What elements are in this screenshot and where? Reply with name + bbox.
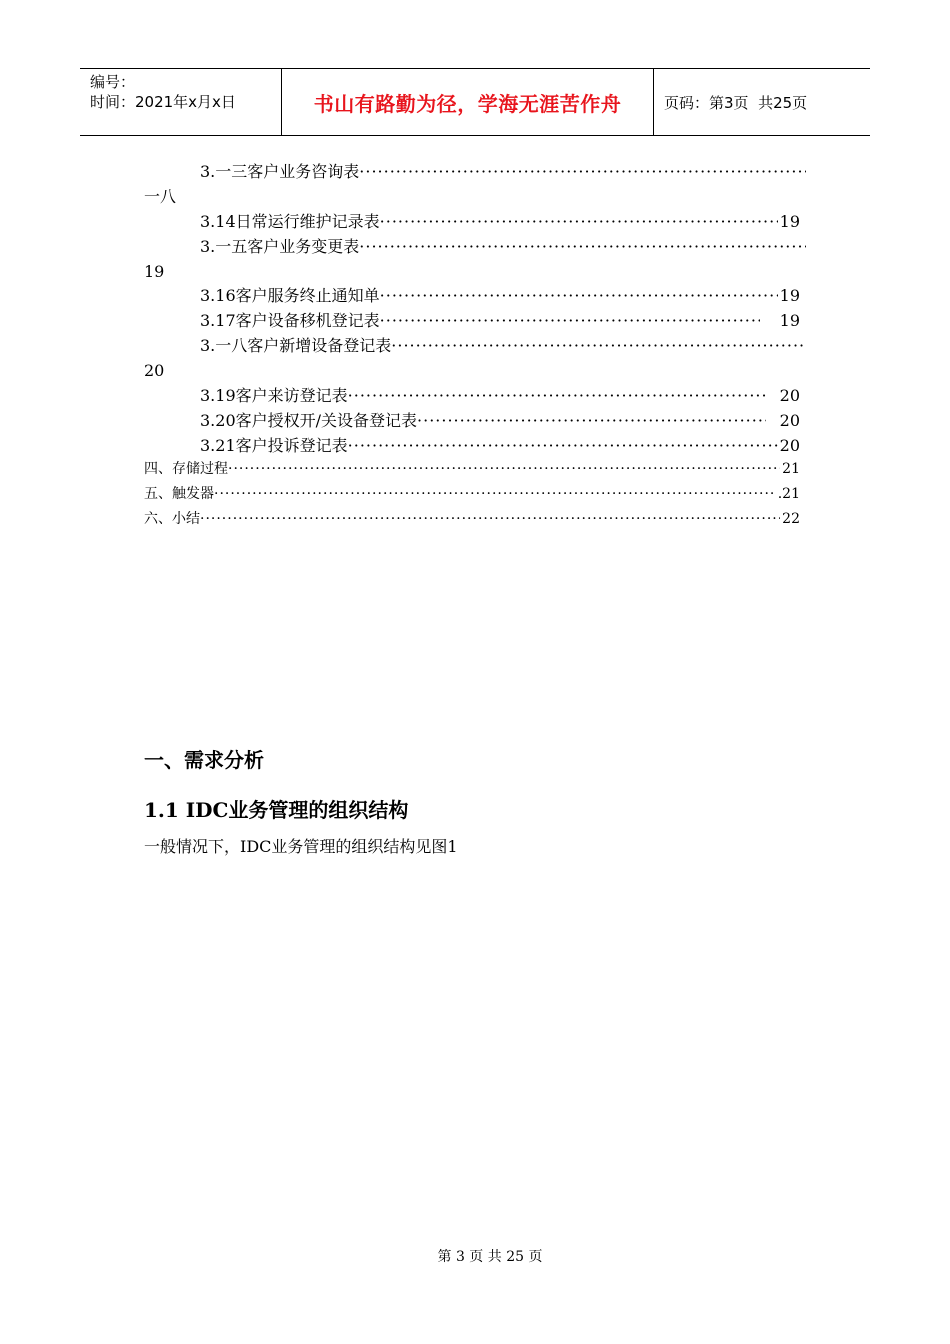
toc-entry-3-18[interactable]: [200, 335, 806, 357]
toc-entry-page: 20: [144, 361, 165, 380]
toc-entry-label: 六、小结: [144, 511, 200, 527]
toc-entry-label: 3.17客户设备移机登记表: [200, 311, 380, 330]
toc-entry-label: 3.21客户投诉登记表: [200, 436, 348, 455]
toc-entry-label: 3.14日常运行维护记录表: [200, 212, 380, 231]
header-number-label: 编号：: [90, 73, 136, 91]
toc-leader-dots: [359, 236, 806, 258]
toc-entry-page: 20: [779, 411, 800, 430]
toc-entry-page: .21: [777, 486, 800, 502]
header-date-label: 时间：2021年x月x日: [90, 93, 236, 111]
toc-entry-4[interactable]: [144, 459, 800, 479]
toc-entry-3-15[interactable]: [200, 236, 806, 258]
toc-leader-dots: [348, 385, 766, 407]
toc-entry-6[interactable]: [144, 509, 800, 529]
toc-entry-page: 一八: [144, 187, 177, 206]
toc-leader-dots: [214, 484, 776, 504]
toc-entry-label: 五、触发器: [144, 486, 214, 502]
toc-entry-page: 19: [779, 212, 800, 231]
toc-entry-label: 3.16客户服务终止通知单: [200, 286, 380, 305]
page-header: [80, 68, 870, 136]
header-page-info: 页码：第3页 共25页: [664, 93, 808, 112]
toc-entry-5[interactable]: [144, 484, 800, 504]
header-motto: 书山有路勤为径，学海无涯苦作舟: [282, 69, 654, 135]
toc-leader-dots: [380, 285, 778, 307]
toc-entry-3-21[interactable]: [200, 435, 800, 457]
toc-entry-3-16[interactable]: [200, 285, 800, 307]
toc-entry-label: 3.一三客户业务咨询表: [200, 162, 360, 181]
toc-entry-page: 20: [779, 386, 800, 405]
toc-entry-page: 19: [779, 286, 800, 305]
section-heading-1: 一、需求分析: [144, 748, 264, 772]
toc-entry-label: 3.一八客户新增设备登记表: [200, 336, 392, 355]
toc-leader-dots: [391, 335, 806, 357]
toc-entry-label: 3.一五客户业务变更表: [200, 237, 360, 256]
toc-entry-3-14[interactable]: [200, 211, 800, 233]
toc-leader-dots: [200, 509, 780, 529]
toc-leader-dots: [380, 310, 760, 332]
toc-entry-page: 21: [782, 461, 800, 477]
toc-leader-dots: [228, 459, 780, 479]
page-footer: 第 3 页 共 25 页: [437, 1249, 543, 1265]
toc-entry-3-13[interactable]: [200, 161, 806, 183]
toc-leader-dots: [348, 435, 778, 457]
toc-entry-page: 19: [144, 262, 165, 281]
toc-entry-label: 3.19客户来访登记表: [200, 386, 348, 405]
body-paragraph: 一般情况下，IDC业务管理的组织结构见图1: [144, 837, 458, 856]
toc-entry-page: 20: [779, 436, 800, 455]
header-page-info-cell: [654, 69, 870, 135]
section-heading-1-1: 1.1 IDC业务管理的组织结构: [144, 798, 409, 822]
toc-entry-page: 19: [779, 311, 800, 330]
toc-entry-label: 四、存储过程: [144, 461, 228, 477]
toc-entry-3-17[interactable]: [200, 310, 800, 332]
toc-leader-dots: [380, 211, 778, 233]
toc-leader-dots: [417, 410, 766, 432]
toc-leader-dots: [359, 161, 806, 183]
toc-entry-3-20[interactable]: [200, 410, 800, 432]
toc-entry-label: 3.20客户授权开/关设备登记表: [200, 411, 418, 430]
toc-entry-3-19[interactable]: [200, 385, 800, 407]
toc-entry-page: 22: [782, 511, 800, 527]
header-meta-cell: [80, 69, 282, 135]
